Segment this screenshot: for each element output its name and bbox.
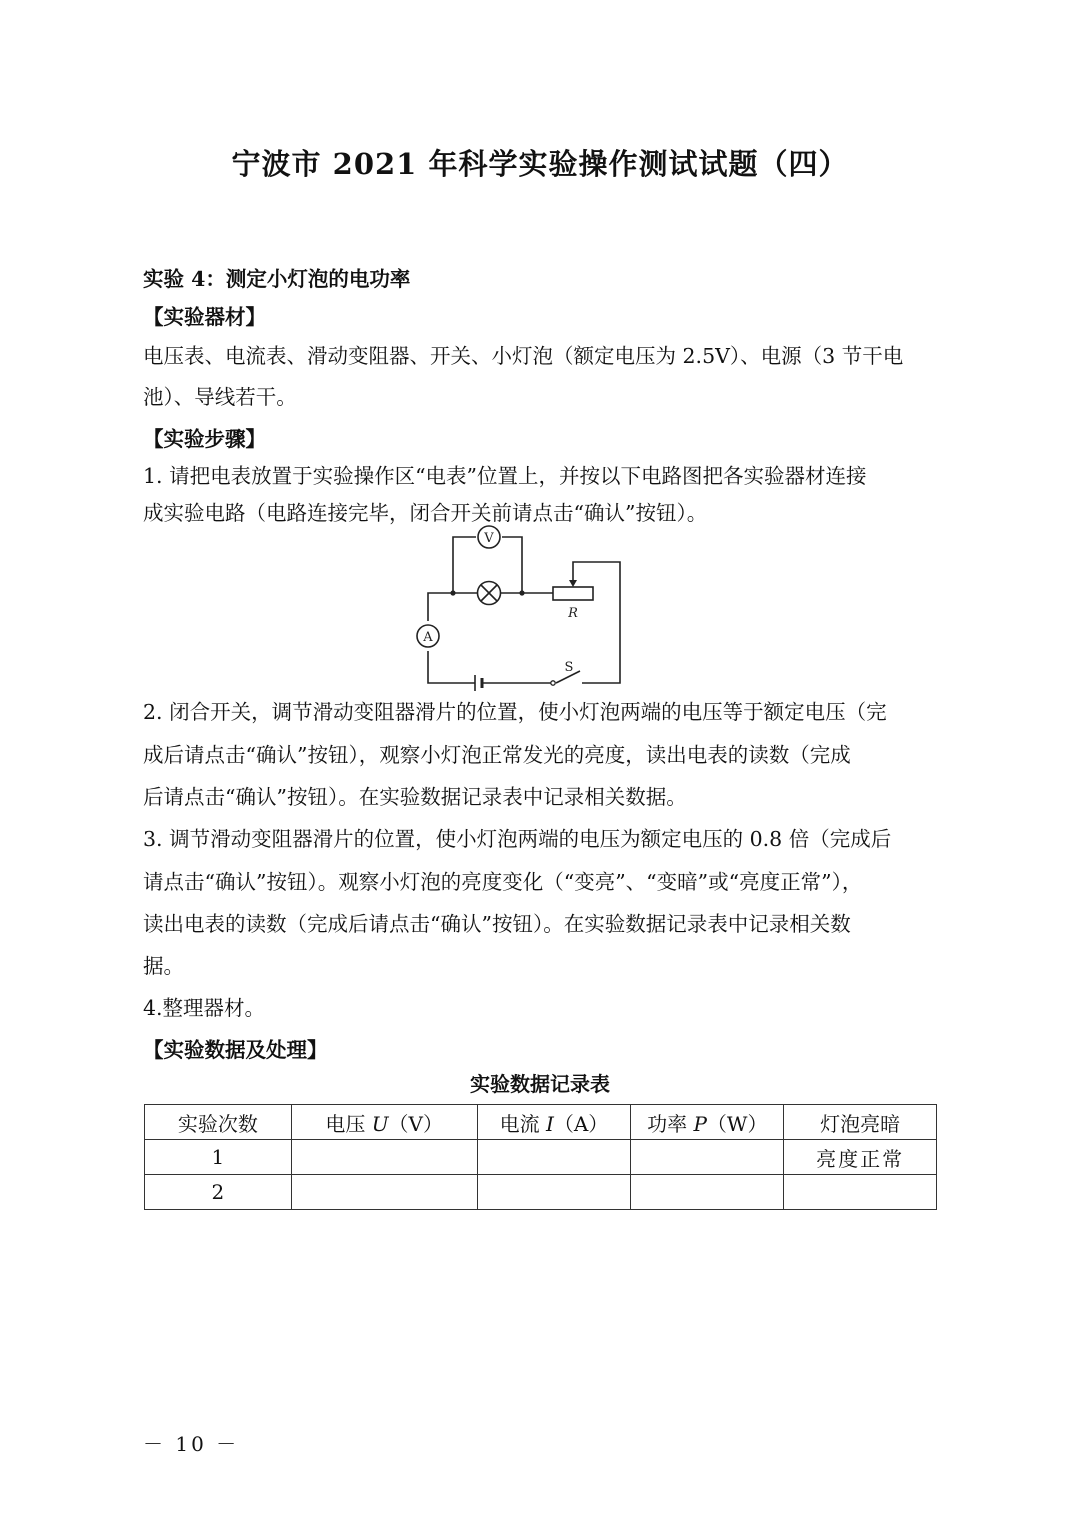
table-row xyxy=(145,1140,937,1175)
step4-line: 4.整理器材。 xyxy=(143,996,266,1020)
table-row xyxy=(145,1175,937,1210)
table-caption: 实验数据记录表 xyxy=(470,1072,610,1096)
page-title: 宁波市 2021 年科学实验操作测试试题（四） xyxy=(231,147,849,181)
table-header-row xyxy=(145,1105,937,1140)
header-brightness: 灯泡亮暗 xyxy=(784,1105,937,1140)
header-power: 功率 P（W） xyxy=(631,1105,784,1140)
data-header: 【实验数据及处理】 xyxy=(143,1038,328,1062)
switch-label: S xyxy=(564,660,574,675)
step3-line1: 3. 调节滑动变阻器滑片的位置，使小灯泡两端的电压为额定电压的 0.8 倍（完成后 xyxy=(143,827,892,851)
step1-line2: 成实验电路（电路连接完毕，闭合开关前请点击“确认”按钮）。 xyxy=(143,501,708,525)
cell-trial: 2 xyxy=(145,1175,292,1210)
equipment-header: 【实验器材】 xyxy=(143,305,266,329)
step2-line1: 2. 闭合开关，调节滑动变阻器滑片的位置，使小灯泡两端的电压等于额定电压（完 xyxy=(143,700,887,724)
cell-voltage xyxy=(291,1140,477,1175)
step1-line1: 1. 请把电表放置于实验操作区“电表”位置上，并按以下电路图把各实验器材连接 xyxy=(143,464,867,488)
experiment-title: 实验 4：测定小灯泡的电功率 xyxy=(143,267,411,291)
cell-current xyxy=(477,1175,631,1210)
steps-header: 【实验步骤】 xyxy=(143,427,266,451)
page-number: － 10 － xyxy=(143,1432,240,1456)
equipment-text-line1: 电压表、电流表、滑动变阻器、开关、小灯泡（额定电压为 2.5V）、电源（3 节干电 xyxy=(143,344,904,368)
step2-line3: 后请点击“确认”按钮）。在实验数据记录表中记录相关数据。 xyxy=(143,785,687,809)
header-trial: 实验次数 xyxy=(145,1105,292,1140)
step3-line2: 请点击“确认”按钮）。观察小灯泡的亮度变化（“变亮”、“变暗”或“亮度正常”）， xyxy=(143,870,863,894)
step3-line3: 读出电表的读数（完成后请点击“确认”按钮）。在实验数据记录表中记录相关数 xyxy=(143,912,851,936)
cell-trial: 1 xyxy=(145,1140,292,1175)
cell-voltage xyxy=(291,1175,477,1210)
header-current: 电流 I（A） xyxy=(477,1105,631,1140)
step3-line4: 据。 xyxy=(143,954,184,978)
cell-power xyxy=(631,1175,784,1210)
cell-current xyxy=(477,1140,631,1175)
data-record-table xyxy=(144,1104,937,1210)
cell-power xyxy=(631,1140,784,1175)
header-voltage: 电压 U（V） xyxy=(291,1105,477,1140)
ammeter-label: A xyxy=(423,630,433,645)
voltmeter-label: V xyxy=(484,531,494,546)
lamp-symbol xyxy=(478,582,501,605)
circuit-diagram xyxy=(410,525,630,695)
cell-brightness xyxy=(784,1175,937,1210)
cell-brightness: 亮度正常 xyxy=(784,1140,937,1175)
rheostat-label: R xyxy=(568,606,578,621)
equipment-text-line2: 池）、导线若干。 xyxy=(143,385,297,409)
step2-line2: 成后请点击“确认”按钮），观察小灯泡正常发光的亮度，读出电表的读数（完成 xyxy=(143,743,851,767)
